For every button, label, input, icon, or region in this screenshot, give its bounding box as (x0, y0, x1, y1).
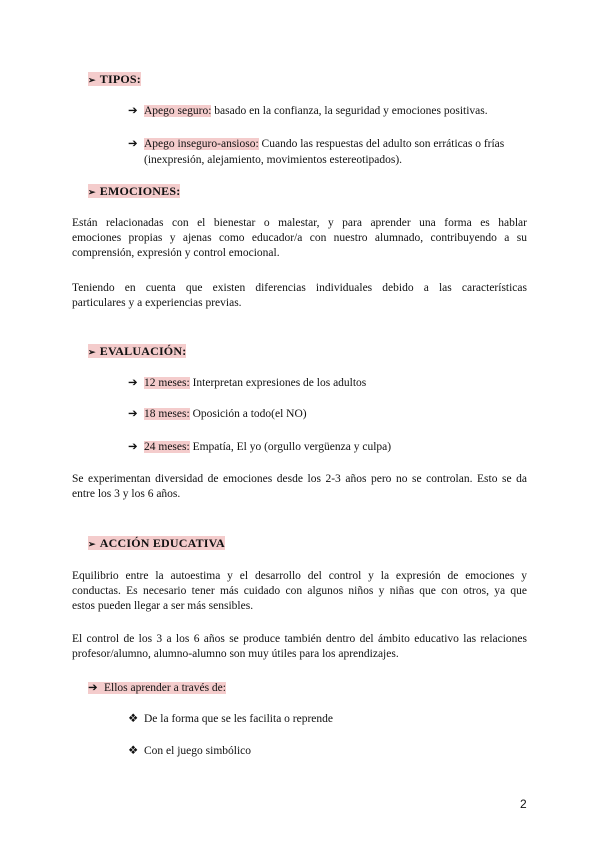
emociones-heading: ➢ EMOCIONES: (88, 184, 181, 198)
arrow-icon: ➔ (128, 441, 138, 453)
list-item: ➔ 18 meses: Oposición a todo(el NO) (128, 408, 307, 420)
list-item-continuation: (inexpresión, alejamiento, movimientos estereotipados). (144, 154, 403, 166)
list-item: ➔ 12 meses: Interpretan expresiones de los adultos (128, 377, 367, 389)
evaluacion-heading: ➢ EVALUACIÓN: (88, 344, 187, 358)
arrow-icon: ➔ (128, 408, 138, 420)
arrow-icon: ➔ (88, 682, 98, 694)
paragraph: Teniendo en cuenta que existen diferencias individuales debido a las características particulares y a experiencias previas. (72, 282, 527, 309)
diamond-bullet-icon: ❖ (128, 713, 139, 725)
paragraph: Equilibrio entre la autoestima y el desarrollo del control y la expresión de emociones y conductas. Es necesario tener más cuidado con algunos niños y niñas que con otros, ya que estos pueden llegar a ser más sensibles. (72, 570, 527, 612)
arrowhead-icon: ➢ (88, 187, 96, 197)
diamond-bullet-icon: ❖ (128, 745, 139, 757)
list-item: ➔ Apego inseguro-ansioso: Cuando las respuestas del adulto son erráticas o frías (128, 138, 505, 150)
paragraph: Están relacionadas con el bienestar o malestar, y para aprender una forma es hablar emociones propias y ajenas como educador/a con nuestro alumnado, contribuyendo a su comprensión, expresión y control emocional. (72, 217, 527, 259)
paragraph: Se experimentan diversidad de emociones desde los 2-3 años pero no se controlan. Esto se da entre los 3 y los 6 años. (72, 473, 527, 500)
arrowhead-icon: ➢ (88, 75, 96, 85)
list-item: ❖ De la forma que se les facilita o reprende (128, 713, 334, 725)
list-item: ❖ Con el juego simbólico (128, 745, 252, 757)
tipos-heading: ➢ TIPOS: (88, 72, 141, 86)
arrow-icon: ➔ (128, 105, 138, 117)
arrow-icon: ➔ (128, 138, 138, 150)
paragraph: El control de los 3 a los 6 años se produce también dentro del ámbito educativo las relaciones profesor/alumno, alumno-alumno son muy útiles para los aprendizajes. (72, 633, 527, 660)
arrowhead-icon: ➢ (88, 539, 96, 549)
sub-heading: ➔ Ellos aprender a través de: (88, 682, 226, 694)
arrowhead-icon: ➢ (88, 347, 96, 357)
page-number: 2 (520, 797, 527, 811)
accion-educativa-heading: ➢ ACCIÓN EDUCATIVA (88, 536, 225, 550)
arrow-icon: ➔ (128, 377, 138, 389)
list-item: ➔ 24 meses: Empatía, El yo (orgullo vergüenza y culpa) (128, 441, 392, 453)
list-item: ➔ Apego seguro: basado en la confianza, la seguridad y emociones positivas. (128, 105, 488, 117)
